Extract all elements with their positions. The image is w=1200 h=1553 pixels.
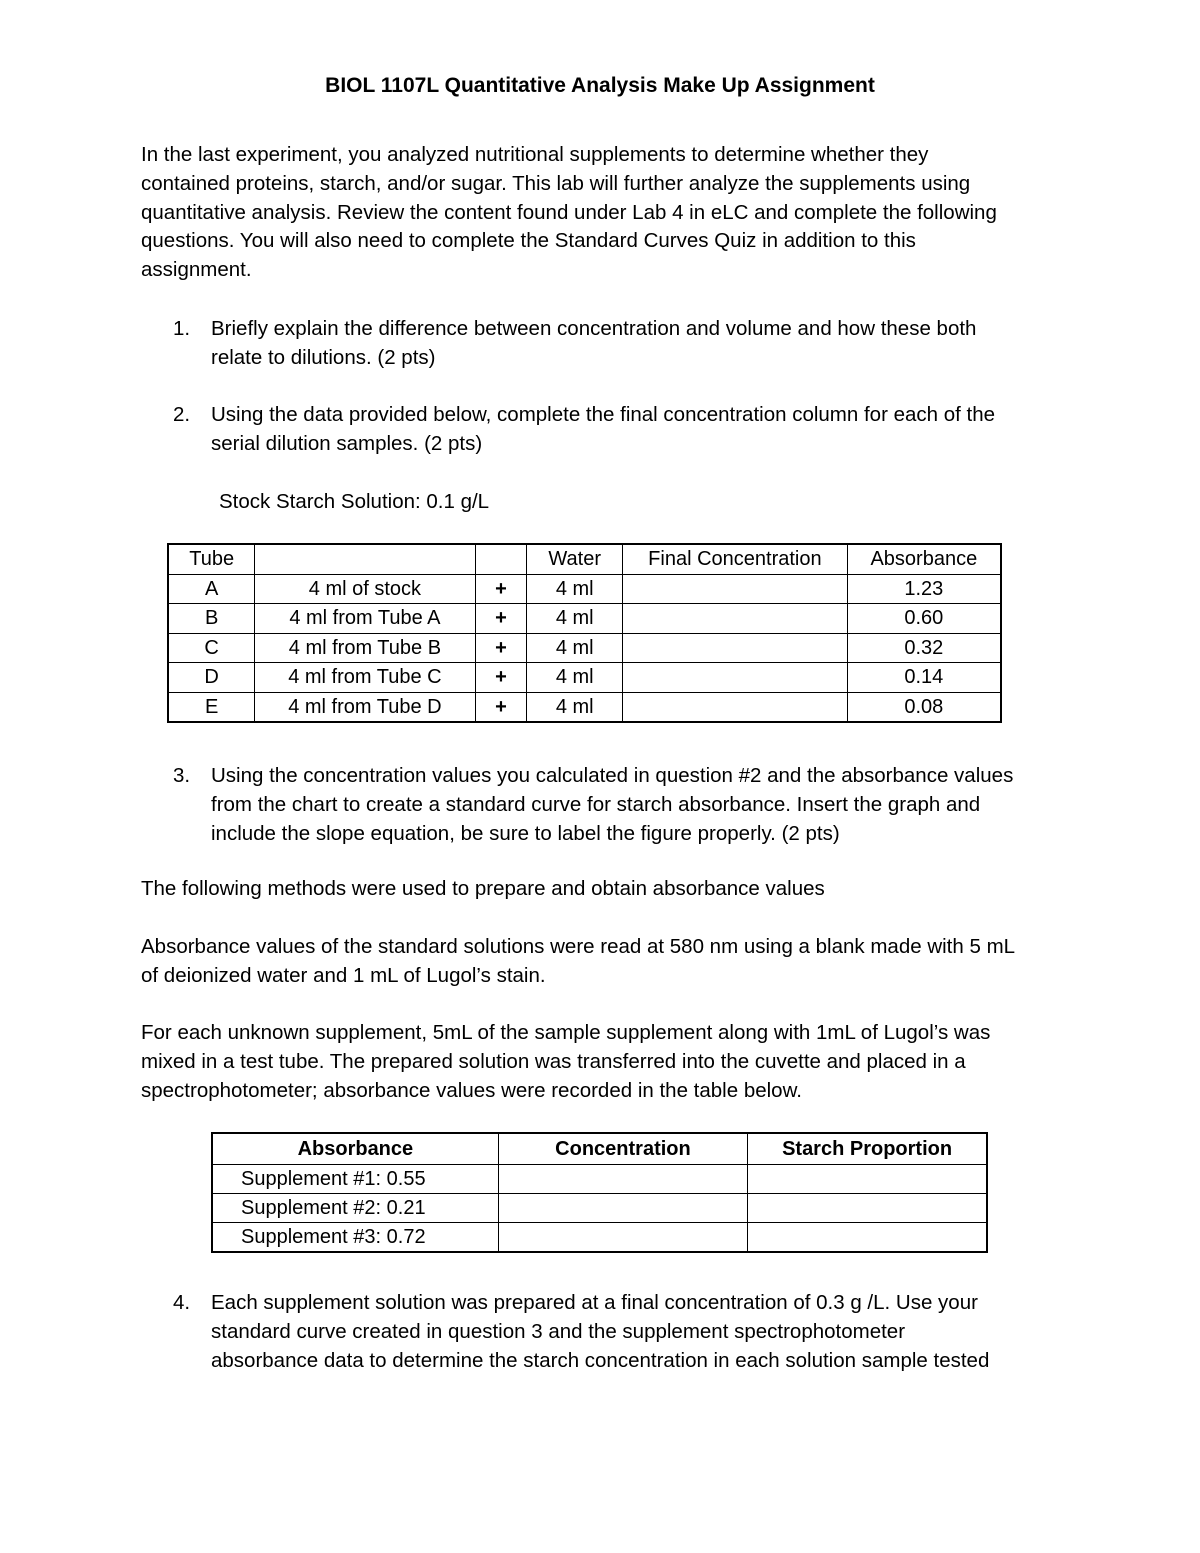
question-2-text	[211, 400, 1071, 458]
header-cell: Absorbance	[847, 544, 1001, 574]
absorbance-cell: 0.14	[847, 663, 1001, 693]
table-header-row	[168, 544, 1001, 574]
question-line: Each supplement solution was prepared at a final concentration of 0.3 g /L. Use your	[211, 1291, 978, 1314]
concentration-cell[interactable]	[498, 1223, 747, 1253]
tube-cell: B	[168, 604, 255, 634]
absorbance-cell: 0.32	[847, 633, 1001, 663]
final-concentration-cell[interactable]	[623, 604, 848, 634]
header-cell	[475, 544, 527, 574]
question-line: absorbance data to determine the starch concentration in each solution sample tested	[211, 1349, 990, 1372]
intro-line: contained proteins, starch, and/or sugar. This lab will further analyze the supplements using	[141, 171, 971, 195]
water-cell: 4 ml	[527, 604, 623, 634]
plus-cell: +	[475, 633, 527, 663]
header-cell: Concentration	[498, 1133, 747, 1165]
supplement-label-cell: Supplement #1: 0.55	[212, 1165, 498, 1194]
absorbance-cell: 0.08	[847, 692, 1001, 722]
question-line: standard curve created in question 3 and the supplement spectrophotometer	[211, 1320, 906, 1343]
header-cell: Absorbance	[212, 1133, 498, 1165]
plus-cell: +	[475, 692, 527, 722]
intro-line: assignment.	[141, 258, 252, 282]
final-concentration-cell[interactable]	[623, 663, 848, 693]
methods-paragraph-1	[141, 933, 1066, 991]
methods-paragraph-2	[141, 1019, 1066, 1105]
methods-line: For each unknown supplement, 5mL of the sample supplement along with 1mL of Lugol’s was	[141, 1021, 991, 1044]
starch-proportion-cell[interactable]	[748, 1165, 987, 1194]
question-3-text	[211, 761, 1071, 848]
water-cell: 4 ml	[527, 663, 623, 693]
question-line: from the chart to create a standard curve for starch absorbance. Insert the graph and	[211, 793, 981, 816]
question-4-number: 4.	[173, 1291, 191, 1314]
table-row	[212, 1165, 987, 1194]
intro-line: In the last experiment, you analyzed nutritional supplements to determine whether they	[141, 143, 929, 166]
final-concentration-cell[interactable]	[623, 633, 848, 663]
methods-line: of deionized water and 1 mL of Lugol’s stain.	[141, 963, 546, 987]
source-cell: 4 ml from Tube A	[255, 604, 475, 634]
table-header-row	[212, 1133, 987, 1165]
stock-solution-label: Stock Starch Solution: 0.1 g/L	[219, 490, 490, 513]
absorbance-cell: 1.23	[847, 574, 1001, 604]
supplement-label-cell: Supplement #2: 0.21	[212, 1194, 498, 1223]
starch-proportion-cell[interactable]	[748, 1194, 987, 1223]
header-cell: Water	[527, 544, 623, 574]
page-title: BIOL 1107L Quantitative Analysis Make Up Assignment	[325, 74, 875, 97]
source-cell: 4 ml from Tube B	[255, 633, 475, 663]
water-cell: 4 ml	[527, 574, 623, 604]
question-line: Using the data provided below, complete the final concentration column for each of the	[211, 403, 996, 426]
tube-cell: A	[168, 574, 255, 604]
source-cell: 4 ml from Tube C	[255, 663, 475, 693]
header-cell: Starch Proportion	[748, 1133, 987, 1165]
final-concentration-cell[interactable]	[623, 692, 848, 722]
final-concentration-cell[interactable]	[623, 574, 848, 604]
question-1-number: 1.	[173, 317, 191, 340]
question-line: serial dilution samples. (2 pts)	[211, 432, 483, 455]
plus-cell: +	[475, 604, 527, 634]
question-line: Using the concentration values you calculated in question #2 and the absorbance values	[211, 764, 1014, 787]
table-row	[212, 1223, 987, 1253]
question-3-number: 3.	[173, 764, 191, 787]
intro-line: questions. You will also need to complete the Standard Curves Quiz in addition to this	[141, 229, 916, 253]
serial-dilution-table	[167, 543, 1002, 723]
question-line: include the slope equation, be sure to label the figure properly. (2 pts)	[211, 822, 840, 845]
source-cell: 4 ml of stock	[255, 574, 475, 604]
intro-paragraph	[141, 141, 1066, 285]
supplement-absorbance-table	[211, 1132, 988, 1253]
concentration-cell[interactable]	[498, 1165, 747, 1194]
methods-line: Absorbance values of the standard solutions were read at 580 nm using a blank made with 5 mL	[141, 935, 1016, 958]
question-4-text	[211, 1288, 1071, 1375]
table-row	[212, 1194, 987, 1223]
tube-cell: C	[168, 633, 255, 663]
tube-cell: E	[168, 692, 255, 722]
intro-line: quantitative analysis. Review the content found under Lab 4 in eLC and complete the following	[141, 200, 997, 224]
concentration-cell[interactable]	[498, 1194, 747, 1223]
question-line: relate to dilutions. (2 pts)	[211, 346, 436, 369]
source-cell: 4 ml from Tube D	[255, 692, 475, 722]
tube-cell: D	[168, 663, 255, 693]
water-cell: 4 ml	[527, 633, 623, 663]
question-1-text	[211, 314, 1071, 372]
water-cell: 4 ml	[527, 692, 623, 722]
supplement-label-cell: Supplement #3: 0.72	[212, 1223, 498, 1253]
absorbance-cell: 0.60	[847, 604, 1001, 634]
question-line: Briefly explain the difference between concentration and volume and how these both	[211, 317, 977, 340]
table-row	[168, 574, 1001, 604]
table-row	[168, 663, 1001, 693]
methods-heading: The following methods were used to prepare and obtain absorbance values	[141, 877, 825, 900]
header-cell: Tube	[168, 544, 255, 574]
header-cell	[255, 544, 475, 574]
methods-line: spectrophotometer; absorbance values were recorded in the table below.	[141, 1078, 802, 1102]
plus-cell: +	[475, 663, 527, 693]
plus-cell: +	[475, 574, 527, 604]
starch-proportion-cell[interactable]	[748, 1223, 987, 1253]
table-row	[168, 633, 1001, 663]
methods-line: mixed in a test tube. The prepared solution was transferred into the cuvette and placed in a	[141, 1049, 966, 1073]
question-2-number: 2.	[173, 403, 191, 426]
header-cell: Final Concentration	[623, 544, 848, 574]
table-row	[168, 604, 1001, 634]
table-row	[168, 692, 1001, 722]
